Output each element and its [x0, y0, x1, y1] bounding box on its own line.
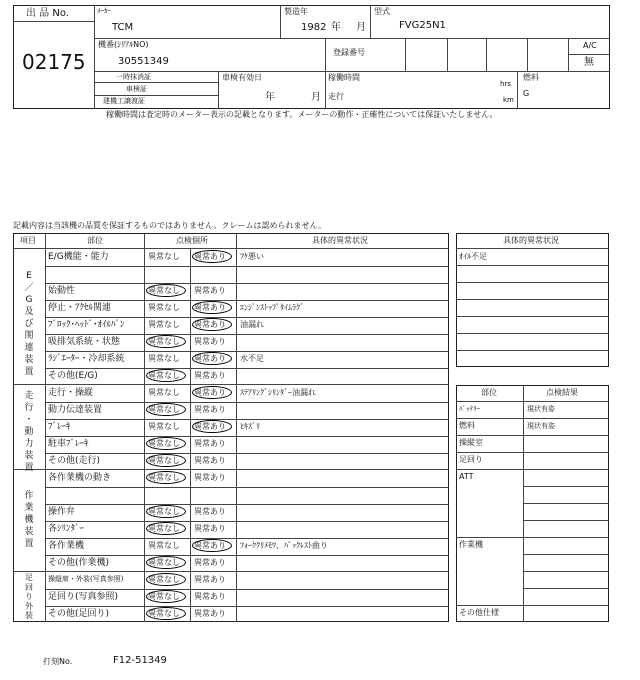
- normal-option[interactable]: 異常なし: [148, 439, 180, 448]
- side-detail-oil-shortage: ｵｲﾙ不足: [459, 252, 487, 261]
- side-col-result: 点検結果: [546, 388, 578, 397]
- row-part: ﾗｼﾞｴｰﾀｰ・冷却系統: [48, 354, 125, 364]
- selected-circle: [146, 471, 186, 484]
- cert-transfer: 建機工譲渡証: [103, 97, 145, 105]
- row-part: 各作業機の動き: [48, 473, 112, 483]
- serial-label: 機番(ｼﾘｱﾙNO): [98, 40, 149, 49]
- abnormal-option[interactable]: 異常あり: [194, 473, 226, 482]
- abnormal-option[interactable]: 異常あり: [194, 609, 226, 618]
- selected-circle: [146, 590, 186, 603]
- abnormal-option[interactable]: 異常あり: [194, 541, 226, 550]
- km-unit: km: [503, 96, 514, 104]
- row-part: 各作業機: [48, 541, 85, 551]
- row-part: 足回り(写真参照): [48, 592, 119, 602]
- row-detail: ﾋｷｽﾞﾘ: [240, 422, 260, 431]
- selected-circle: [146, 454, 186, 467]
- abnormal-option[interactable]: 異常あり: [194, 286, 226, 295]
- row-part: 始動性: [48, 286, 76, 296]
- row-detail: 油漏れ: [240, 320, 264, 329]
- inspection-label: 車検有効日: [222, 73, 262, 82]
- abnormal-option[interactable]: 異常あり: [194, 507, 226, 516]
- inspection-month-unit: 月: [311, 92, 321, 103]
- normal-option[interactable]: 異常なし: [148, 524, 180, 533]
- side-fuel-result: 現状有姿: [527, 422, 555, 430]
- lot-label: 出 品 No.: [26, 8, 69, 19]
- fuel-label: 燃料: [523, 73, 539, 82]
- side-battery-result: 現状有姿: [527, 405, 555, 413]
- selected-circle: [192, 539, 232, 552]
- selected-circle: [192, 420, 232, 433]
- abnormal-option[interactable]: 異常あり: [194, 320, 226, 329]
- side-other-spec: その他仕様: [459, 608, 499, 617]
- abnormal-option[interactable]: 異常あり: [194, 524, 226, 533]
- abnormal-option[interactable]: 異常あり: [194, 371, 226, 380]
- travel-label: 走行: [328, 92, 344, 101]
- year-unit: 年: [331, 22, 341, 33]
- normal-option[interactable]: 異常なし: [148, 592, 180, 601]
- normal-option[interactable]: 異常なし: [148, 473, 180, 482]
- row-part: 駐車ﾌﾞﾚｰｷ: [48, 439, 89, 449]
- year-value: 1982: [301, 22, 327, 33]
- selected-circle: [146, 522, 186, 535]
- selected-circle: [146, 505, 186, 518]
- normal-option[interactable]: 異常なし: [148, 337, 180, 346]
- group-engine-label: E ／ G 及 び 関 連 装 置: [24, 271, 34, 377]
- notice-hours: 稼働時間は査定時のメーター表示の記載となります。メーターの動作・正確性については保証いたしません。: [106, 110, 498, 119]
- row-detail: ｽﾃｱﾘﾝｸﾞｼﾘﾝﾀﾞｰ油漏れ: [240, 388, 316, 397]
- selected-circle: [192, 386, 232, 399]
- row-part: 操縦席・外装(写真参照): [48, 575, 124, 583]
- abnormal-option[interactable]: 異常あり: [194, 575, 226, 584]
- abnormal-option[interactable]: 異常あり: [194, 422, 226, 431]
- group-drive-label: 走 行 ・ 動 力 装 置: [24, 391, 34, 473]
- abnormal-option[interactable]: 異常あり: [194, 354, 226, 363]
- side-work: 作業機: [459, 540, 483, 549]
- row-part: 吸排気系統・状態: [48, 337, 121, 347]
- selected-circle: [192, 352, 232, 365]
- cert-temp-cancel: 一時抹消証: [116, 73, 151, 81]
- normal-option[interactable]: 異常なし: [148, 507, 180, 516]
- selected-circle: [192, 301, 232, 314]
- selected-circle: [146, 437, 186, 450]
- side-undercarriage: 足回り: [459, 455, 483, 464]
- hrs-unit: hrs: [500, 80, 511, 88]
- group-work-label: 作 業 機 装 置: [24, 491, 34, 549]
- row-detail: ｴﾝｼﾞﾝｽﾄｯﾌﾟﾀｲﾑﾗｸﾞ: [240, 303, 304, 312]
- col-check: 点検個所: [176, 236, 208, 245]
- side-fuel: 燃料: [459, 421, 475, 430]
- selected-circle: [146, 403, 186, 416]
- serial-value: 30551349: [118, 56, 169, 67]
- selected-circle: [192, 250, 232, 263]
- model-value: FVG25N1: [399, 20, 446, 31]
- abnormal-option[interactable]: 異常あり: [194, 558, 226, 567]
- row-part: 動力伝達装置: [48, 405, 103, 415]
- row-detail: 水不足: [240, 354, 264, 363]
- ac-value: 無: [584, 57, 594, 68]
- normal-option[interactable]: 異常なし: [148, 456, 180, 465]
- row-part: 操作弁: [48, 507, 76, 517]
- normal-option[interactable]: 異常なし: [148, 354, 180, 363]
- row-part: その他(作業機): [48, 558, 110, 568]
- notice-no-warranty: 記載内容は当該機の品質を保証するものではありません。クレームは認められません。: [13, 221, 326, 230]
- lot-number: 02175: [22, 50, 86, 74]
- row-part: ﾌﾞﾛｯｸ･ﾍｯﾄﾞ･ｵｲﾙﾊﾟﾝ: [48, 320, 125, 330]
- col-item: 項目: [20, 236, 36, 245]
- selected-circle: [146, 369, 186, 382]
- model-label: 型式: [374, 7, 390, 16]
- abnormal-option[interactable]: 異常あり: [194, 388, 226, 397]
- normal-option[interactable]: 異常なし: [148, 405, 180, 414]
- hours-label: 稼働時間: [328, 73, 360, 82]
- selected-circle: [146, 284, 186, 297]
- selected-circle: [146, 335, 186, 348]
- row-part: E/G機能・能力: [48, 252, 109, 262]
- normal-option[interactable]: 異常なし: [148, 575, 180, 584]
- fuel-value: G: [523, 89, 530, 98]
- col-part: 部位: [87, 236, 103, 245]
- normal-option[interactable]: 異常なし: [148, 320, 180, 329]
- row-detail: ﾌｹ悪い: [240, 252, 264, 261]
- stamp-label: 打刻No.: [43, 657, 73, 666]
- side-att: ATT: [459, 472, 474, 481]
- cert-inspection: 車検証: [126, 85, 147, 93]
- normal-option[interactable]: 異常なし: [148, 558, 180, 567]
- abnormal-option[interactable]: 異常あり: [194, 405, 226, 414]
- abnormal-option[interactable]: 異常あり: [194, 456, 226, 465]
- row-part: その他(E/G): [48, 371, 98, 381]
- group-undercarriage-label: 足 回 り 外 装: [25, 573, 33, 620]
- maker-value: TCM: [112, 22, 134, 33]
- row-part: 停止・ｱｸｾﾙ関連: [48, 303, 112, 313]
- inspection-year-unit: 年: [265, 92, 275, 103]
- year-label: 製造年: [284, 7, 308, 16]
- row-part: その他(足回り): [48, 609, 110, 619]
- selected-circle: [146, 573, 186, 586]
- row-part: 各ｼﾘﾝﾀﾞｰ: [48, 524, 85, 534]
- normal-option[interactable]: 異常なし: [148, 252, 180, 261]
- normal-option[interactable]: 異常なし: [148, 388, 180, 397]
- selected-circle: [192, 318, 232, 331]
- side-detail-header: 具体的異常状況: [503, 236, 559, 245]
- selected-circle: [146, 607, 186, 620]
- col-detail: 具体的異常状況: [312, 236, 368, 245]
- abnormal-option[interactable]: 異常あり: [194, 252, 226, 261]
- abnormal-option[interactable]: 異常あり: [194, 439, 226, 448]
- month-unit: 月: [356, 22, 366, 33]
- normal-option[interactable]: 異常なし: [148, 286, 180, 295]
- row-part: その他(走行): [48, 456, 101, 466]
- stamp-value: F12-51349: [113, 655, 167, 666]
- normal-option[interactable]: 異常なし: [148, 422, 180, 431]
- selected-circle: [146, 556, 186, 569]
- normal-option[interactable]: 異常なし: [148, 371, 180, 380]
- row-part: 走行・操縦: [48, 388, 94, 398]
- normal-option[interactable]: 異常なし: [148, 609, 180, 618]
- normal-option[interactable]: 異常なし: [148, 541, 180, 550]
- abnormal-option[interactable]: 異常あり: [194, 592, 226, 601]
- normal-option[interactable]: 異常なし: [148, 303, 180, 312]
- abnormal-option[interactable]: 異常あり: [194, 303, 226, 312]
- row-part: ﾌﾞﾚｰｷ: [48, 422, 71, 432]
- maker-label: ﾒｰｶｰ: [97, 7, 111, 15]
- ac-label: A/C: [583, 41, 597, 50]
- side-battery: ﾊﾞｯﾃﾘｰ: [459, 405, 480, 413]
- registration-label: 登録番号: [333, 48, 365, 57]
- side-col-part: 部位: [481, 388, 497, 397]
- side-cabin: 操縦室: [459, 438, 483, 447]
- row-detail: ﾌｫｰｸｸﾘﾒﾓﾜ、ﾊﾞｯｸﾚｽﾄ曲り: [240, 541, 328, 550]
- abnormal-option[interactable]: 異常あり: [194, 337, 226, 346]
